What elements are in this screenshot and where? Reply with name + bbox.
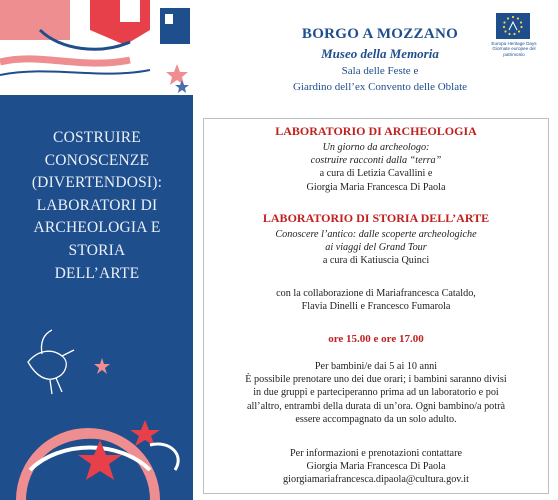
buildings-illustration (0, 0, 190, 75)
left-title-line: COSTRUIRE (53, 129, 141, 146)
lab2-title: LABORATORIO DI STORIA DELL’ARTE (262, 211, 490, 225)
collaboration (204, 287, 548, 313)
lab2-curators: a cura di Katiuscia Quinci (322, 255, 430, 267)
info-line: È possibile prenotare uno dei due orari; i bambini saranno divisi (245, 374, 507, 386)
bird-icon (28, 330, 74, 394)
info-line: essere accompagnato da un solo adulto. (295, 413, 457, 425)
lab1-curators: Giorgia Maria Francesca Di Paola (306, 181, 446, 193)
left-title-line: ARCHEOLOGIA E (33, 219, 161, 237)
lab2-subtitle: ai viaggi del Grand Tour (325, 242, 427, 254)
lab1-curators: a cura di Letizia Cavallini e (319, 168, 433, 180)
collab-line: Flavia Dinelli e Francesco Fumarola (301, 301, 451, 313)
left-title-line: STORIA (68, 241, 126, 259)
place-title: BORGO A MOZZANO (301, 26, 459, 42)
info-block (204, 360, 548, 426)
lab2-subtitle: Conoscere l’antico: dalle scoperte archeologiche (275, 229, 477, 240)
left-panel (0, 0, 193, 500)
contact-email[interactable]: giorgiamariafrancesca.dipaola@cultura.gov.it (283, 474, 469, 486)
contact-line: Per informazioni e prenotazioni contattare (290, 448, 462, 459)
collab-line: con la collaborazione di Mariafrancesca Cataldo, (276, 288, 476, 299)
venue-line: Giardino dell’ex Convento delle Oblate (292, 81, 468, 93)
eu-logo (488, 13, 538, 63)
left-title-line: DELL’ARTE (54, 264, 140, 282)
left-title-line: CONOSCENZE (44, 151, 150, 169)
info-line: all’altro, entrambi della durata di un’ora. Ogni bambino/a potrà (247, 400, 505, 412)
left-title (8, 127, 186, 285)
lab2-details (204, 228, 548, 268)
contact-name: Giorgia Maria Francesca Di Paola (306, 461, 446, 473)
info-line: Per bambini/e dai 5 ai 10 anni (314, 361, 438, 372)
globe-illustration (16, 420, 178, 500)
venue-line: Sala delle Feste e (341, 65, 419, 77)
event-times: ore 15.00 e ore 17.00 (328, 333, 424, 345)
left-title-line: LABORATORI DI (36, 196, 158, 214)
lab1-subtitle: costruire racconti dalla “terra” (310, 155, 442, 167)
logo-text: Europa Heritage Days Giornate europee del patrimonio (491, 41, 537, 57)
eu-stars-logo-icon (496, 13, 530, 39)
lab1-subtitle: Un giorno da archeologo: (322, 142, 430, 153)
info-line: in due gruppi e parteciperanno prima ad un laboratorio e poi (253, 387, 499, 399)
lab1-title: LABORATORIO DI ARCHEOLOGIA (275, 124, 477, 138)
museum-name: Museo della Memoria (321, 46, 439, 61)
star-icon (166, 64, 188, 85)
content-box (203, 118, 549, 494)
contact-block (204, 447, 548, 487)
small-star-icon (94, 358, 110, 374)
lab1-details (204, 141, 548, 194)
left-title-line: (DIVERTENDOSI): (31, 174, 163, 192)
